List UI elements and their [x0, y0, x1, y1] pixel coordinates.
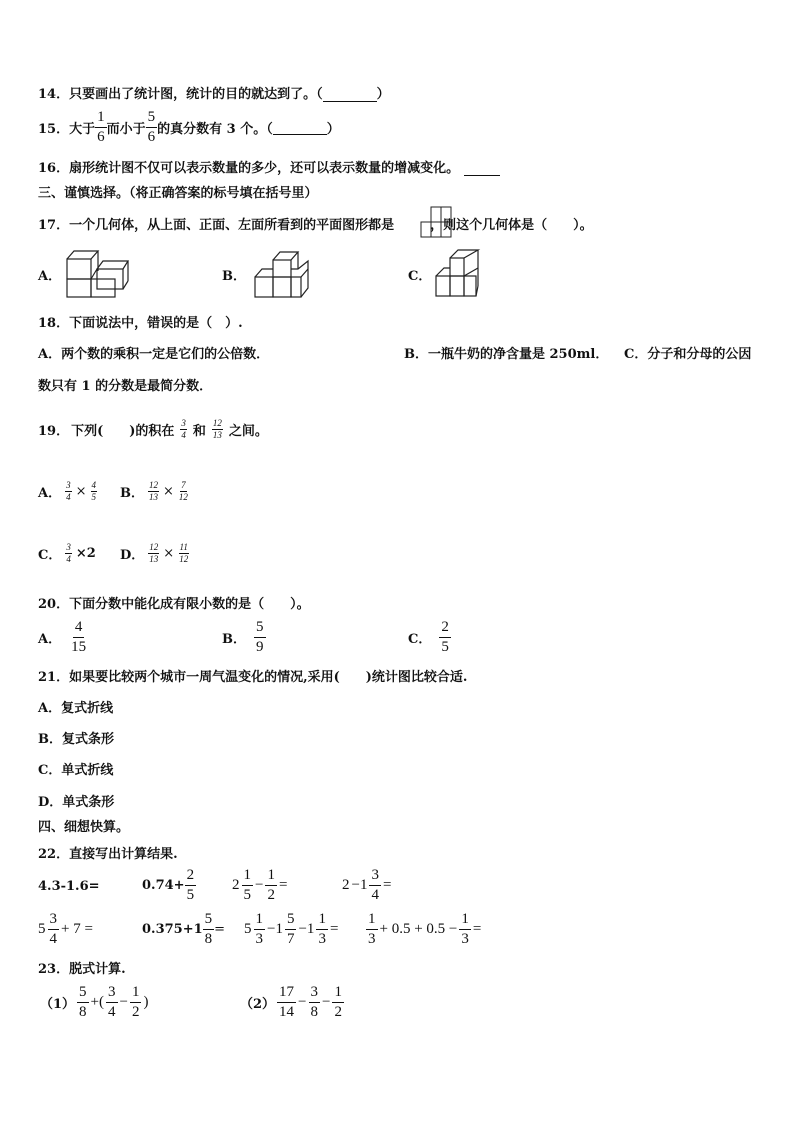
q14-answer-blank[interactable]	[323, 101, 377, 102]
view-shape-figure	[420, 206, 454, 240]
q19-option-b[interactable]: B． $\frac{12}{13}$ × $\frac{7}{12}$	[120, 480, 188, 502]
fraction: $\frac{1}{6}$	[97, 109, 105, 145]
q19-option-c[interactable]: C． $\frac{3}{4}$ ×2	[38, 542, 96, 564]
q16-answer-blank[interactable]	[464, 175, 500, 176]
q17-option-b-label[interactable]: B．	[222, 269, 246, 284]
q21-option-d[interactable]: D．单式条形	[38, 795, 115, 810]
question-22: 22．直接写出计算结果.	[38, 847, 178, 862]
question-19: 19． 下列( )的积在 $\frac{3}{4}$ 和 $\frac{12}{13}$ 之间。	[38, 418, 268, 440]
q14-text: 只要画出了统计图，统计的目的就达到了。（	[69, 87, 323, 102]
section-heading-4: 四、细想快算。	[38, 820, 130, 835]
q18-option-a[interactable]: A．两个数的乘积一定是它们的公倍数．	[38, 347, 270, 362]
question-21: 21．如果要比较两个城市一周气温变化的情况,采用( )统计图比较合适.	[38, 670, 468, 685]
q15-answer-blank[interactable]	[273, 120, 327, 135]
q21-option-b[interactable]: B．复式条形	[38, 732, 114, 747]
q20-option-c[interactable]: C． $\frac{2}{5}$	[408, 619, 449, 655]
expr-23-1: （1） $\frac{5}{8}$ +( $\frac{3}{4}$ − $\frac{1}{2}$ )	[40, 984, 149, 1020]
section-heading-3: 三、谨慎选择。（将正确答案的标号填在括号里）	[38, 186, 318, 201]
q19-option-d[interactable]: D． $\frac{12}{13}$ × $\frac{11}{12}$	[120, 542, 189, 564]
question-17: 17．一个几何体，从上面、正面、左面所看到的平面图形都是 ，则这个几何体是（ ）。	[38, 218, 593, 233]
question-18: 18．下面说法中，错误的是（ ）.	[38, 316, 243, 331]
question-23: 23．脱式计算.	[38, 962, 126, 977]
question-20: 20．下面分数中能化成有限小数的是（ ）。	[38, 597, 310, 612]
fraction: $\frac{5}{6}$	[147, 109, 156, 145]
question-14: 14．只要画出了统计图，统计的目的就达到了。（ ）	[38, 87, 390, 102]
q17-option-a-label[interactable]: A．	[38, 269, 62, 284]
q20-option-a[interactable]: A． $\frac{4}{15}$	[38, 619, 87, 655]
question-15: 15． 大于 $\frac{1}{6}$ 而小于 $\frac{5}{6}$ 的真分数有 3 个。（ ）	[38, 109, 340, 145]
q17-option-c-label[interactable]: C．	[408, 269, 432, 284]
expr-7: 5 $\frac{1}{3}$ −1 $\frac{5}{7}$ −1 $\frac{1}{3}$ =	[244, 911, 339, 947]
fraction: $\frac{12}{13}$	[212, 418, 222, 440]
q21-option-a[interactable]: A．复式折线	[38, 701, 114, 716]
cube-figure-a	[66, 247, 128, 299]
cube-figure-c	[434, 248, 482, 300]
q18-option-c-continued: 数只有 1 的分数是最简分数．	[38, 379, 213, 394]
expr-3: 2 $\frac{1}{5}$ − $\frac{1}{2}$ =	[232, 867, 288, 903]
expr-6: 0.375+1 $\frac{5}{8}$ =	[142, 911, 226, 947]
q21-option-c[interactable]: C．单式折线	[38, 763, 114, 778]
expr-8: $\frac{1}{3}$ + 0.5 + 0.5 − $\frac{1}{3}$ =	[368, 911, 482, 947]
expr-1: 4.3-1.6=	[38, 879, 100, 894]
q14-number: 14．	[38, 87, 70, 102]
cube-figure-b	[252, 250, 312, 300]
q19-option-a[interactable]: A． $\frac{3}{4}$ × $\frac{4}{5}$	[38, 480, 96, 502]
q18-option-b[interactable]: B．一瓶牛奶的净含量是 250ml．	[404, 347, 609, 362]
q20-option-b[interactable]: B． $\frac{5}{9}$	[222, 619, 264, 655]
expr-2: 0.74+ $\frac{2}{5}$	[142, 867, 195, 903]
question-16: 16．扇形统计图不仅可以表示数量的多少，还可以表示数量的增减变化。	[38, 157, 500, 176]
expr-4: 2 −1 $\frac{3}{4}$ =	[342, 867, 392, 903]
expr-23-2: （2） $\frac{17}{14}$ − $\frac{3}{8}$ − $\frac{1}{2}$	[240, 984, 342, 1020]
fraction: $\frac{3}{4}$	[181, 418, 186, 440]
q18-option-c[interactable]: C．分子和分母的公因	[624, 347, 752, 362]
expr-5: 5 $\frac{3}{4}$ + 7 =	[38, 911, 93, 947]
